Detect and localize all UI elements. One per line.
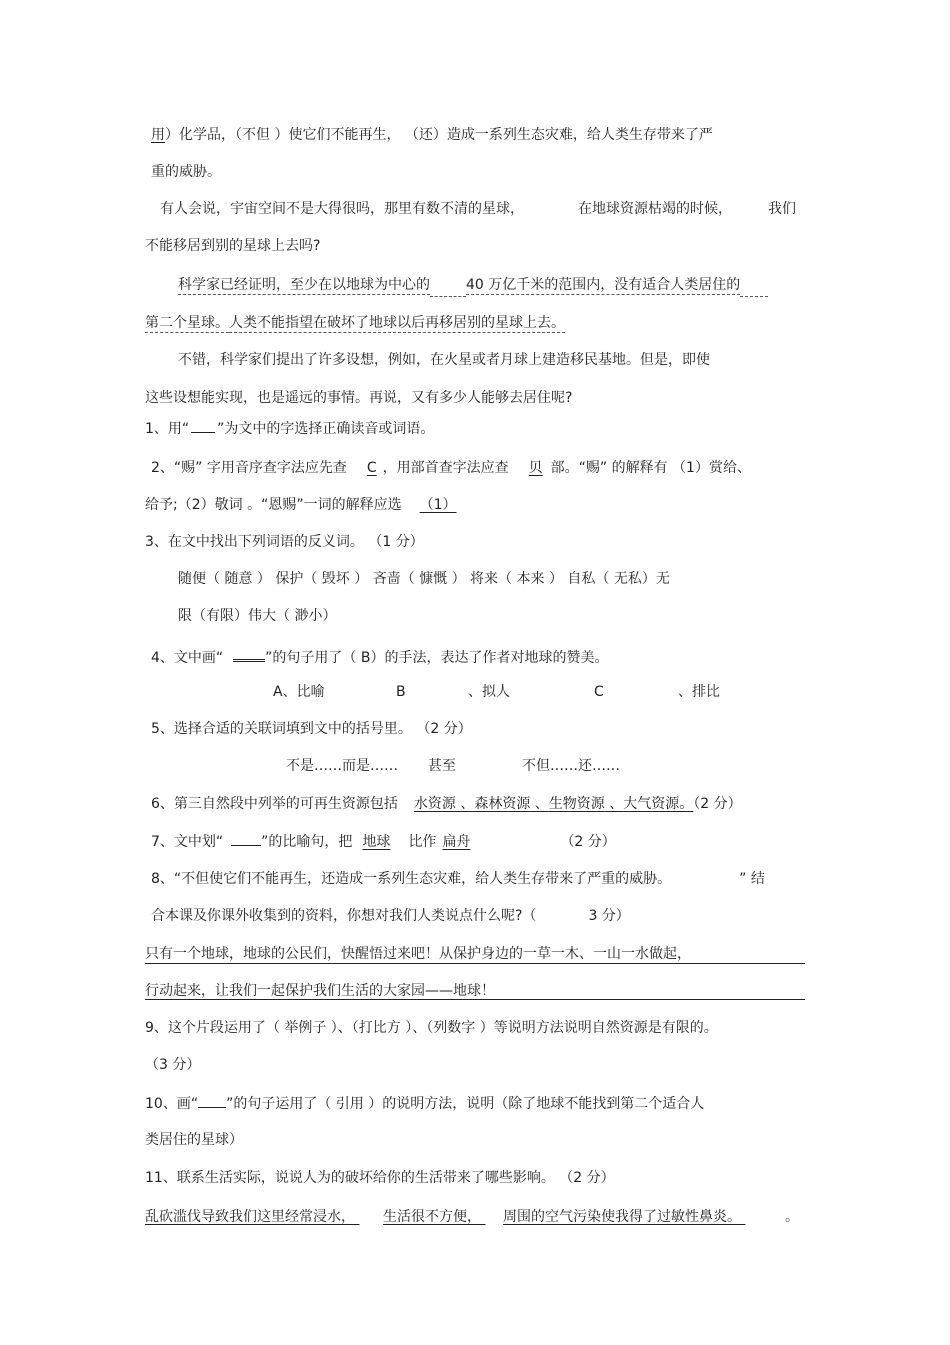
text: 4、文中画“ [151,650,224,666]
question-5: 5、选择合适的关联词填到文中的括号里。 （2 分） [151,721,472,737]
question-10 [145,1093,704,1114]
option-b-letter: B [396,684,406,700]
answer: 水资源 [413,796,456,812]
passage-line-5 [178,275,768,297]
answer: 地球 [362,834,391,850]
answer: 扁舟 [442,834,471,850]
question-9: 9、这个片段运用了（ 举例子 ）、（打比方 ）、（列数字 ）等说明方法说明自然资源是有限的。 [145,1020,718,1036]
passage-line-7: 不错，科学家们提出了许多设想，例如，在火星或者月球上建造移民基地。但是，即使 [178,352,710,368]
text: 我们 [768,201,796,217]
answer: 生物资源 [548,796,605,812]
question-1 [145,418,434,439]
question-11: 11、联系生活实际，说说人为的破坏给你的生活带来了哪些影响。 （2 分） [145,1170,615,1186]
question-2 [151,458,751,478]
option-c-letter: C [594,684,604,700]
passage-line-1 [151,125,713,145]
answer-11 [145,1207,799,1227]
answer: 生活很不方便， [383,1209,481,1225]
answer: 贝 [528,460,543,476]
text: ”的句子运用了（ 引用 ）的说明方法，说明（除了地球不能找到第二个适合人 [226,1096,705,1112]
text: 合本课及你课外收集到的资料，你想对我们人类说点什么呢?（ [151,908,537,924]
answer-line [145,963,805,964]
conjunction-3: 不但……还…… [522,758,620,774]
question-10-cont: 类居住的星球） [145,1132,243,1148]
text: 在地球资源枯竭的时候， [578,201,732,217]
passage-line-2: 重的威胁。 [151,164,221,180]
dashed-text: 40 万亿千米的范围内，没有适合人类居住的 [466,277,741,293]
text: 7、文中划“ [151,834,224,850]
question-3: 3、在文中找出下列词语的反义词。 （1 分） [145,534,424,550]
blank [198,1093,226,1108]
question-3-words-1: 随便（ 随意 ） 保护（ 毁坏 ） 吝啬（ 慷慨 ） 将来（ 本来 ） 自私（ 无私）无 [178,571,670,587]
answer-8-line-2: 行动起来，让我们一起保护我们生活的大家园——地球！ [145,983,495,999]
text: 比作 [408,834,437,850]
question-4 [151,645,608,668]
text: ”为文中的字选择正确读音或词语。 [217,421,435,437]
passage-line-4: 不能移居到别的星球上去吗? [145,238,321,254]
question-2-cont [145,495,481,515]
text: ）化学品，（不但 ）使它们不能再生， （还）造成一系列生态灾难，给人类生存带来了严 [165,127,713,143]
blank [233,645,265,662]
question-8-cont [151,906,630,926]
passage-line-8: 这些设想能实现，也是遥远的事情。再说，又有多少人能够去居住呢? [145,390,573,406]
question-6: 6、第三自然段中列举的可再生资源包括 水资源 、森林资源 、生物资源 、大气资源。（2 分） [151,796,742,812]
option-c-text: 、排比 [678,684,720,700]
text: 1、用“ [145,421,190,437]
question-9-score: （3 分） [145,1057,201,1073]
text: 2、“赐” 字用音序查字法应先查 [151,460,347,476]
dashed-text: 人类不能指望在破坏了地球以后再移居别的星球上去。 [229,315,565,331]
text: 给予;（2）敬词 。“恩赐”一词的解释应选 [145,497,402,513]
question-8 [151,869,765,889]
answer: 大气资源。 [623,796,694,812]
text: ，用部首查字法应查 [382,460,509,476]
answer: C [366,460,377,476]
blank [191,418,215,433]
option-a: A、比喻 [273,684,325,700]
passage-line-6 [145,313,565,333]
text: 10、画“ [145,1096,199,1112]
text: 有人会说，宇宙空间不是大得很吗，那里有数不清的星球， [160,201,524,217]
conjunction-1: 不是……而是…… [286,758,398,774]
blank [231,831,261,846]
underlined-word: 用 [151,127,165,143]
answer-8-line-1: 只有一个地球，地球的公民们，快醒悟过来吧！从保护身边的一草一木、一山一水做起， [145,946,691,962]
answer-line [145,999,805,1000]
text: 3 分） [588,908,630,924]
text: ”的比喻句，把 [261,834,353,850]
text: 6、第三自然段中列举的可再生资源包括 [151,796,398,812]
answer: 乱砍滥伐导致我们这里经常浸水， [145,1209,355,1225]
text: 8、“不但使它们不能再生，还造成一系列生态灾难，给人类生存带来了严重的威胁。 [151,871,672,887]
answer: 周围的空气污染使我得了过敏性鼻炎。 [503,1209,741,1225]
dashed-text: 科学家已经证明，至少在以地球为中心的 [178,277,430,293]
passage-line-3 [160,199,796,219]
conjunction-2: 甚至 [428,758,456,774]
question-7 [151,831,616,852]
dashed-text: 第二个星球。 [145,315,229,331]
text: （2 分） [693,796,742,812]
text: ” 结 [739,871,765,887]
text: 。 [785,1209,799,1225]
text: （2 分） [560,834,616,850]
text: ”的句子用了（ B）的手法，表达了作者对地球的赞美。 [265,650,609,666]
option-b-text: 、拟人 [468,684,510,700]
text: 部。“赐” 的解释有 （1）赏给、 [550,460,751,476]
answer: 森林资源 [474,796,531,812]
answer: （1） [419,497,457,513]
question-3-words-2: 限（有限）伟大（ 渺小） [178,608,337,624]
